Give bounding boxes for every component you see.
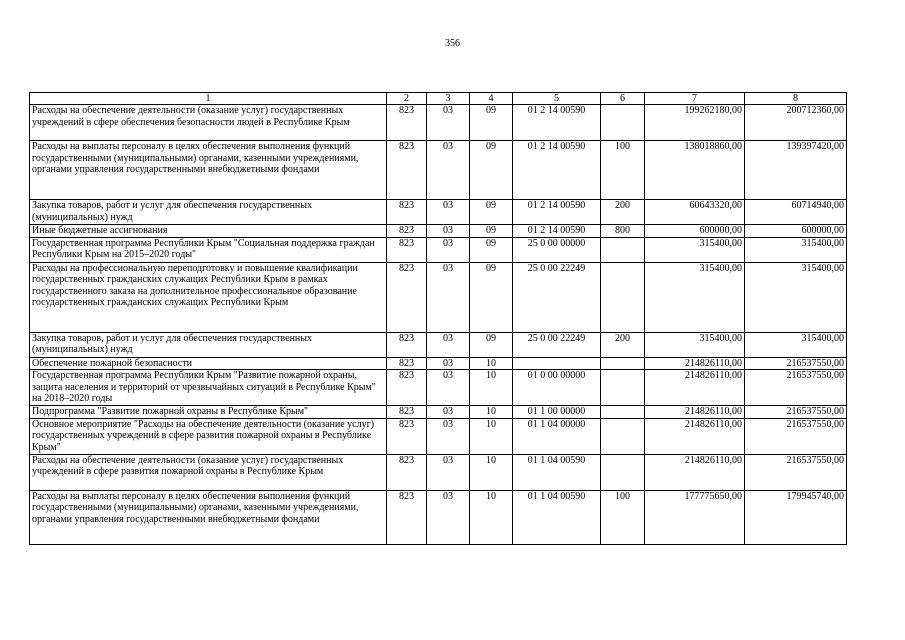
- cell-c6: [601, 454, 645, 490]
- cell-c8: 600000,00: [745, 225, 847, 238]
- table-row: [30, 357, 847, 370]
- cell-c2: 823: [387, 370, 427, 406]
- cell-c5: 25 0 00 00000: [513, 237, 601, 262]
- cell-c7: 60643320,00: [645, 200, 745, 225]
- cell-c8: 139397420,00: [745, 141, 847, 200]
- cell-c7: 214826110,00: [645, 418, 745, 454]
- cell-c2: 823: [387, 406, 427, 419]
- cell-c3: 03: [427, 237, 470, 262]
- cell-c8: 216537550,00: [745, 370, 847, 406]
- row-name: Иные бюджетные ассигнования: [30, 225, 387, 238]
- cell-c7: 199262180,00: [645, 105, 745, 141]
- cell-c5: 01 1 00 00000: [513, 406, 601, 419]
- budget-table: [29, 92, 847, 545]
- cell-c3: 03: [427, 105, 470, 141]
- row-name: Закупка товаров, работ и услуг для обеспечения государственных (муниципальных) нужд: [30, 332, 387, 357]
- cell-c2: 823: [387, 200, 427, 225]
- cell-c7: 138018860,00: [645, 141, 745, 200]
- cell-c5: 01 2 14 00590: [513, 141, 601, 200]
- row-name: Расходы на обеспечение деятельности (оказание услуг) государственных учреждений в сфере развития пожарной охраны в Республике Крым: [30, 454, 387, 490]
- page-number: 356: [445, 38, 460, 49]
- cell-c4: 09: [470, 262, 513, 332]
- cell-c4: 09: [470, 225, 513, 238]
- row-name: Государственная программа Республики Крым "Социальная поддержка граждан Республики Крым на 2015–2020 годы": [30, 237, 387, 262]
- cell-c2: 823: [387, 418, 427, 454]
- cell-c4: 09: [470, 200, 513, 225]
- table-row: [30, 237, 847, 262]
- row-name: Расходы на обеспечение деятельности (оказание услуг) государственных учреждений в сфере обеспечения безопасности людей в Республике Крым: [30, 105, 387, 141]
- cell-c8: 315400,00: [745, 237, 847, 262]
- cell-c5: 25 0 00 22249: [513, 332, 601, 357]
- header-cell-7: 7: [645, 93, 745, 105]
- cell-c5: 01 2 14 00590: [513, 225, 601, 238]
- cell-c3: 03: [427, 406, 470, 419]
- cell-c6: [601, 418, 645, 454]
- cell-c6: [601, 105, 645, 141]
- cell-c7: 600000,00: [645, 225, 745, 238]
- cell-c5: 25 0 00 22249: [513, 262, 601, 332]
- cell-c3: 03: [427, 370, 470, 406]
- header-cell-1: 1: [30, 93, 387, 105]
- header-cell-6: 6: [601, 93, 645, 105]
- cell-c8: 315400,00: [745, 332, 847, 357]
- cell-c7: 315400,00: [645, 332, 745, 357]
- cell-c7: 214826110,00: [645, 406, 745, 419]
- cell-c8: 200712360,00: [745, 105, 847, 141]
- table-row: [30, 262, 847, 332]
- cell-c4: 10: [470, 406, 513, 419]
- cell-c8: 216537550,00: [745, 454, 847, 490]
- cell-c2: 823: [387, 262, 427, 332]
- cell-c8: 216537550,00: [745, 418, 847, 454]
- cell-c7: 177775650,00: [645, 490, 745, 544]
- table-row: [30, 406, 847, 419]
- cell-c3: 03: [427, 225, 470, 238]
- cell-c4: 10: [470, 490, 513, 544]
- cell-c3: 03: [427, 490, 470, 544]
- cell-c8: 60714940,00: [745, 200, 847, 225]
- cell-c3: 03: [427, 418, 470, 454]
- cell-c8: 216537550,00: [745, 406, 847, 419]
- row-name: Расходы на профессиональную переподготовку и повышение квалификации государственных гражданских служащих Республики Крым в рамках государственного заказа на дополнительное профессиональное образование государственных гражданских служащих Республики Крым: [30, 262, 387, 332]
- table-row: [30, 105, 847, 141]
- cell-c6: [601, 357, 645, 370]
- cell-c5: 01 1 04 00590: [513, 454, 601, 490]
- cell-c4: 09: [470, 237, 513, 262]
- cell-c4: 10: [470, 370, 513, 406]
- header-row: [30, 93, 847, 105]
- table-row: [30, 141, 847, 200]
- cell-c5: 01 2 14 00590: [513, 200, 601, 225]
- table-row: [30, 454, 847, 490]
- cell-c2: 823: [387, 141, 427, 200]
- cell-c4: 10: [470, 357, 513, 370]
- cell-c2: 823: [387, 237, 427, 262]
- cell-c5: 01 1 04 00000: [513, 418, 601, 454]
- cell-c5: [513, 357, 601, 370]
- row-name: Обеспечение пожарной безопасности: [30, 357, 387, 370]
- row-name: Расходы на выплаты персоналу в целях обеспечения выполнения функций государственными (муниципальными) органами, казенными учреждениями, органами управления государственными внебюджетными фондами: [30, 141, 387, 200]
- cell-c6: 800: [601, 225, 645, 238]
- cell-c6: 100: [601, 141, 645, 200]
- cell-c3: 03: [427, 332, 470, 357]
- header-cell-3: 3: [427, 93, 470, 105]
- cell-c6: 200: [601, 332, 645, 357]
- cell-c6: [601, 237, 645, 262]
- table-row: [30, 418, 847, 454]
- cell-c4: 09: [470, 105, 513, 141]
- cell-c6: [601, 262, 645, 332]
- cell-c6: 100: [601, 490, 645, 544]
- cell-c4: 09: [470, 141, 513, 200]
- cell-c4: 10: [470, 454, 513, 490]
- cell-c3: 03: [427, 357, 470, 370]
- header-cell-5: 5: [513, 93, 601, 105]
- cell-c2: 823: [387, 454, 427, 490]
- header-cell-4: 4: [470, 93, 513, 105]
- table-row: [30, 370, 847, 406]
- cell-c7: 214826110,00: [645, 370, 745, 406]
- header-cell-2: 2: [387, 93, 427, 105]
- row-name: Основное мероприятие "Расходы на обеспечение деятельности (оказание услуг) государственных учреждений в сфере развития пожарной охраны в Республике Крым": [30, 418, 387, 454]
- cell-c2: 823: [387, 357, 427, 370]
- cell-c8: 315400,00: [745, 262, 847, 332]
- cell-c7: 315400,00: [645, 262, 745, 332]
- cell-c7: 214826110,00: [645, 357, 745, 370]
- cell-c6: 200: [601, 200, 645, 225]
- cell-c3: 03: [427, 141, 470, 200]
- table-row: [30, 200, 847, 225]
- row-name: Закупка товаров, работ и услуг для обеспечения государственных (муниципальных) нужд: [30, 200, 387, 225]
- cell-c5: 01 2 14 00590: [513, 105, 601, 141]
- cell-c7: 214826110,00: [645, 454, 745, 490]
- row-name: Государственная программа Республики Крым "Развитие пожарной охраны, защита населения и территорий от чрезвычайных ситуаций в Республике Крым" на 2018–2020 годы: [30, 370, 387, 406]
- cell-c6: [601, 370, 645, 406]
- cell-c4: 09: [470, 332, 513, 357]
- header-cell-8: 8: [745, 93, 847, 105]
- cell-c8: 179945740,00: [745, 490, 847, 544]
- cell-c8: 216537550,00: [745, 357, 847, 370]
- row-name: Подпрограмма "Развитие пожарной охраны в Республике Крым": [30, 406, 387, 419]
- table-row: [30, 332, 847, 357]
- cell-c6: [601, 406, 645, 419]
- cell-c2: 823: [387, 490, 427, 544]
- cell-c3: 03: [427, 454, 470, 490]
- cell-c2: 823: [387, 332, 427, 357]
- cell-c3: 03: [427, 200, 470, 225]
- cell-c5: 01 0 00 00000: [513, 370, 601, 406]
- cell-c5: 01 1 04 00590: [513, 490, 601, 544]
- cell-c2: 823: [387, 105, 427, 141]
- cell-c7: 315400,00: [645, 237, 745, 262]
- table-row: [30, 490, 847, 544]
- cell-c4: 10: [470, 418, 513, 454]
- table-row: [30, 225, 847, 238]
- cell-c2: 823: [387, 225, 427, 238]
- row-name: Расходы на выплаты персоналу в целях обеспечения выполнения функций государственными (муниципальными) органами, казенными учреждениями, органами управления государственными внебюджетными фондами: [30, 490, 387, 544]
- cell-c3: 03: [427, 262, 470, 332]
